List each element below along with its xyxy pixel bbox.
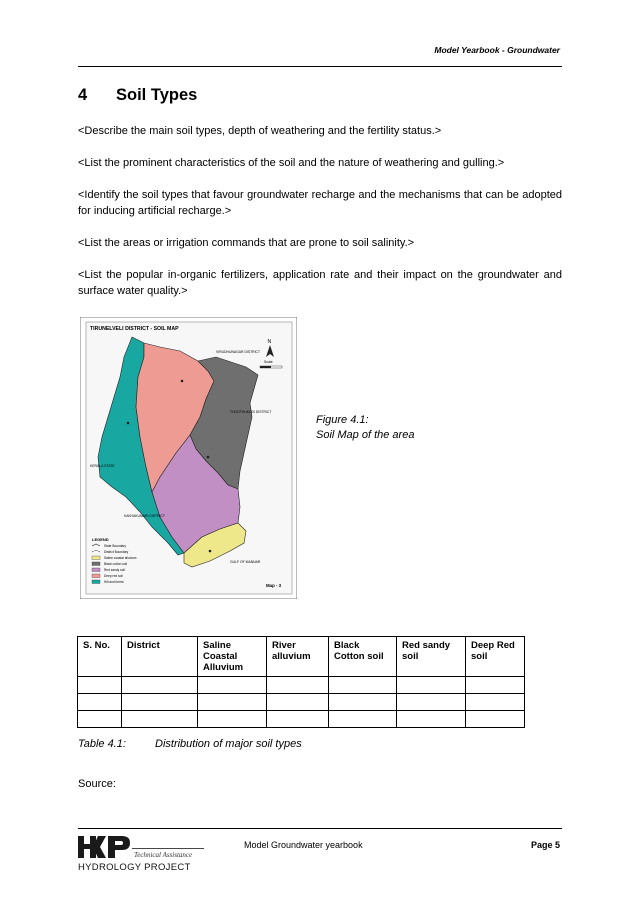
soil-distribution-table	[77, 636, 525, 728]
figure-label: Figure 4.1:	[316, 414, 369, 426]
table-cell	[122, 677, 198, 694]
svg-text:Hill and forest: Hill and forest	[104, 580, 124, 584]
paragraph-soil-types: <Describe the main soil types, depth of weathering and the fertility status.>	[78, 125, 442, 137]
label-kanyakumari: KANYAKUMARI DISTRICT	[124, 514, 166, 518]
svg-text:State Boundary: State Boundary	[104, 544, 126, 548]
column-header-sno: S. No.	[78, 637, 122, 677]
table-cell	[397, 711, 466, 728]
section-number: 4	[78, 86, 88, 104]
table-caption-label: Table 4.1:	[78, 738, 126, 750]
column-header-district: District	[122, 637, 198, 677]
table-cell	[267, 677, 329, 694]
scale-label: Scale	[264, 360, 273, 364]
table-cell	[466, 694, 525, 711]
svg-text:N: N	[267, 339, 272, 345]
table-cell	[198, 711, 267, 728]
column-header-saline: Saline Coastal Alluvium	[198, 637, 267, 677]
soil-map	[80, 317, 297, 599]
source-label: Source:	[78, 778, 116, 790]
table-cell	[267, 711, 329, 728]
header-rule	[78, 66, 562, 67]
running-header: Model Yearbook - Groundwater	[434, 45, 560, 55]
hydrology-project-logo	[76, 834, 208, 874]
table-row	[78, 677, 525, 694]
paragraph-fertilizers: <List the popular in-organic fertilizers, application rate and their impact on the groundwater and surface water quality.>	[78, 269, 562, 297]
section-title: Soil Types	[116, 86, 198, 104]
column-header-river: River alluvium	[267, 637, 329, 677]
logo-subtitle: Technical Assistance	[134, 851, 193, 859]
table-cell	[329, 677, 397, 694]
map-title: TIRUNELVELI DISTRICT - SOIL MAP	[90, 326, 179, 332]
svg-text:Saline coastal alluvium: Saline coastal alluvium	[104, 556, 137, 560]
table-cell	[397, 677, 466, 694]
table-cell	[78, 711, 122, 728]
table-cell	[198, 694, 267, 711]
table-cell	[397, 694, 466, 711]
table-caption-text: Distribution of major soil types	[155, 738, 302, 750]
column-header-deep-red: Deep Red soil	[466, 637, 525, 677]
table-cell	[329, 694, 397, 711]
label-kerala: KERALA STATE	[90, 464, 115, 468]
page-number: Page 5	[530, 840, 560, 850]
figure-caption-text: Soil Map of the area	[316, 428, 415, 441]
table-cell	[78, 677, 122, 694]
table-row	[78, 711, 525, 728]
figure-caption	[316, 413, 414, 442]
table-cell	[329, 711, 397, 728]
svg-text:Black cotton soil: Black cotton soil	[104, 562, 128, 566]
table-cell	[267, 694, 329, 711]
footer-title: Model Groundwater yearbook	[244, 840, 363, 850]
paragraph-recharge: <Identify the soil types that favour groundwater recharge and the mechanisms that can be adopted for inducing artificial recharge.>	[78, 189, 562, 217]
column-header-red-sandy: Red sandy soil	[397, 637, 466, 677]
label-thoothukudi: THOOTHUKUDI DISTRICT	[230, 410, 272, 414]
table-header-row	[78, 637, 525, 677]
paragraph-characteristics: <List the prominent characteristics of the soil and the nature of weathering and gulling.>	[78, 157, 505, 169]
svg-text:Red sandy soil: Red sandy soil	[104, 568, 125, 572]
table-cell	[198, 677, 267, 694]
label-gulf: GULF OF MANNAR	[230, 560, 261, 564]
logo-wordmark: HYDROLOGY PROJECT	[78, 862, 191, 873]
table-cell	[78, 694, 122, 711]
svg-text:Deep red soil: Deep red soil	[104, 574, 123, 578]
table-cell	[122, 711, 198, 728]
svg-text:LEGEND: LEGEND	[92, 537, 109, 542]
table-cell	[466, 711, 525, 728]
footer-rule	[78, 828, 562, 829]
map-number: Map - 3	[266, 583, 282, 588]
table-cell	[122, 694, 198, 711]
table-row	[78, 694, 525, 711]
paragraph-salinity: <List the areas or irrigation commands that are prone to soil salinity.>	[78, 237, 415, 249]
label-virudhunagar: VIRUDHUNAGAR DISTRICT	[216, 350, 261, 354]
svg-text:District Boundary: District Boundary	[104, 550, 129, 554]
column-header-black-cotton: Black Cotton soil	[329, 637, 397, 677]
table-cell	[466, 677, 525, 694]
